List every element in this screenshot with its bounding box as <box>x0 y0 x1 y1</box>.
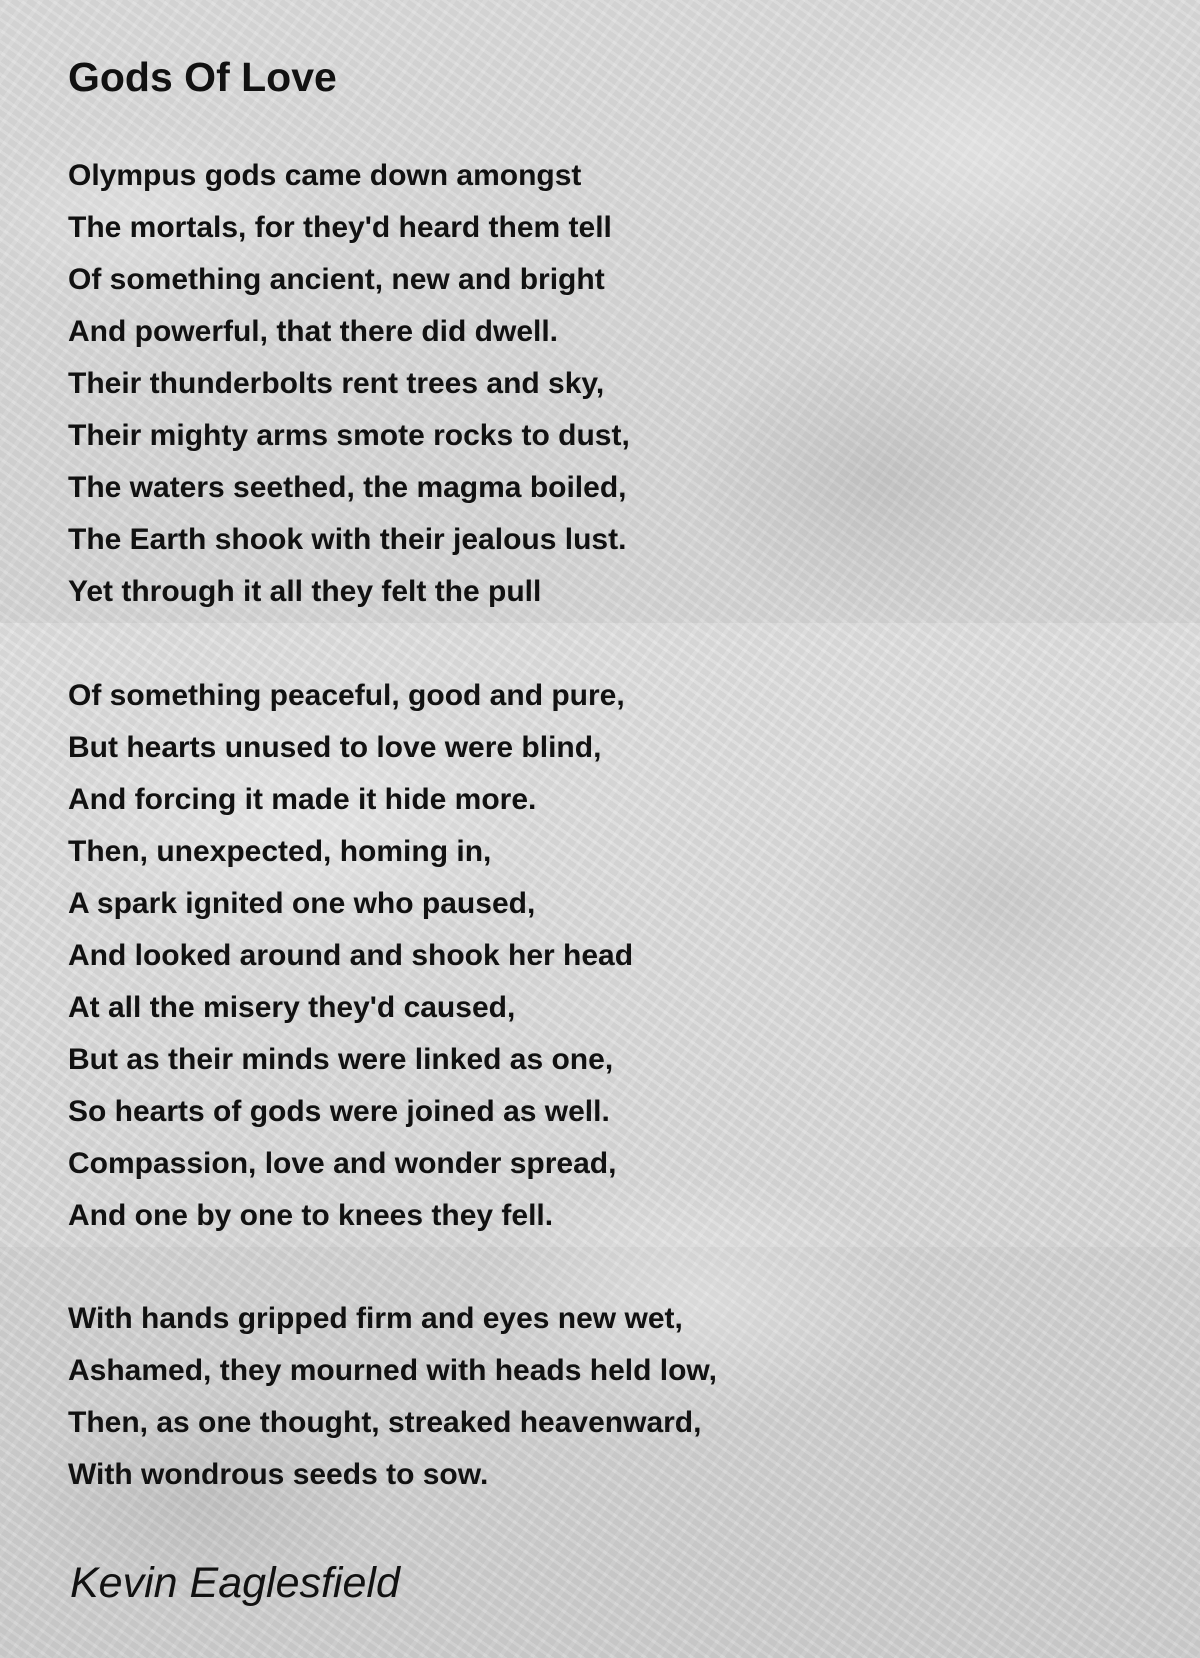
poem-line: So hearts of gods were joined as well. <box>68 1095 610 1128</box>
poem-line: Of something peaceful, good and pure, <box>68 679 625 712</box>
poem-line: Of something ancient, new and bright <box>68 263 605 296</box>
stanza-2 <box>68 670 633 1242</box>
stanza-1 <box>68 150 630 618</box>
poem-line: Their thunderbolts rent trees and sky, <box>68 367 605 400</box>
poem-author: Kevin Eaglesfield <box>70 1559 400 1607</box>
poem-line: Olympus gods came down amongst <box>68 159 582 192</box>
poem-line: And one by one to knees they fell. <box>68 1199 554 1232</box>
poem-line: And powerful, that there did dwell. <box>68 315 559 348</box>
poem-line: Compassion, love and wonder spread, <box>68 1147 617 1180</box>
poem-line: And forcing it made it hide more. <box>68 783 537 816</box>
poem-line: Yet through it all they felt the pull <box>68 575 542 608</box>
poem-line: With hands gripped firm and eyes new wet, <box>68 1302 683 1335</box>
poem-line: A spark ignited one who paused, <box>68 887 536 920</box>
poem-line: Ashamed, they mourned with heads held low, <box>68 1354 717 1387</box>
poem-line: Then, as one thought, streaked heavenward, <box>68 1406 702 1439</box>
poem-line: With wondrous seeds to sow. <box>68 1458 489 1491</box>
poem-line: And looked around and shook her head <box>68 939 634 972</box>
stanza-3 <box>68 1293 717 1501</box>
poem-line: The mortals, for they'd heard them tell <box>68 211 612 244</box>
poem-line: Then, unexpected, homing in, <box>68 835 492 868</box>
poem-line: Their mighty arms smote rocks to dust, <box>68 419 630 452</box>
poem-line: At all the misery they'd caused, <box>68 991 516 1024</box>
poem-line: The waters seethed, the magma boiled, <box>68 471 627 504</box>
poem-title: Gods Of Love <box>68 54 337 100</box>
poem-line: The Earth shook with their jealous lust. <box>68 523 627 556</box>
poem-line: But hearts unused to love were blind, <box>68 731 602 764</box>
poem-line: But as their minds were linked as one, <box>68 1043 614 1076</box>
